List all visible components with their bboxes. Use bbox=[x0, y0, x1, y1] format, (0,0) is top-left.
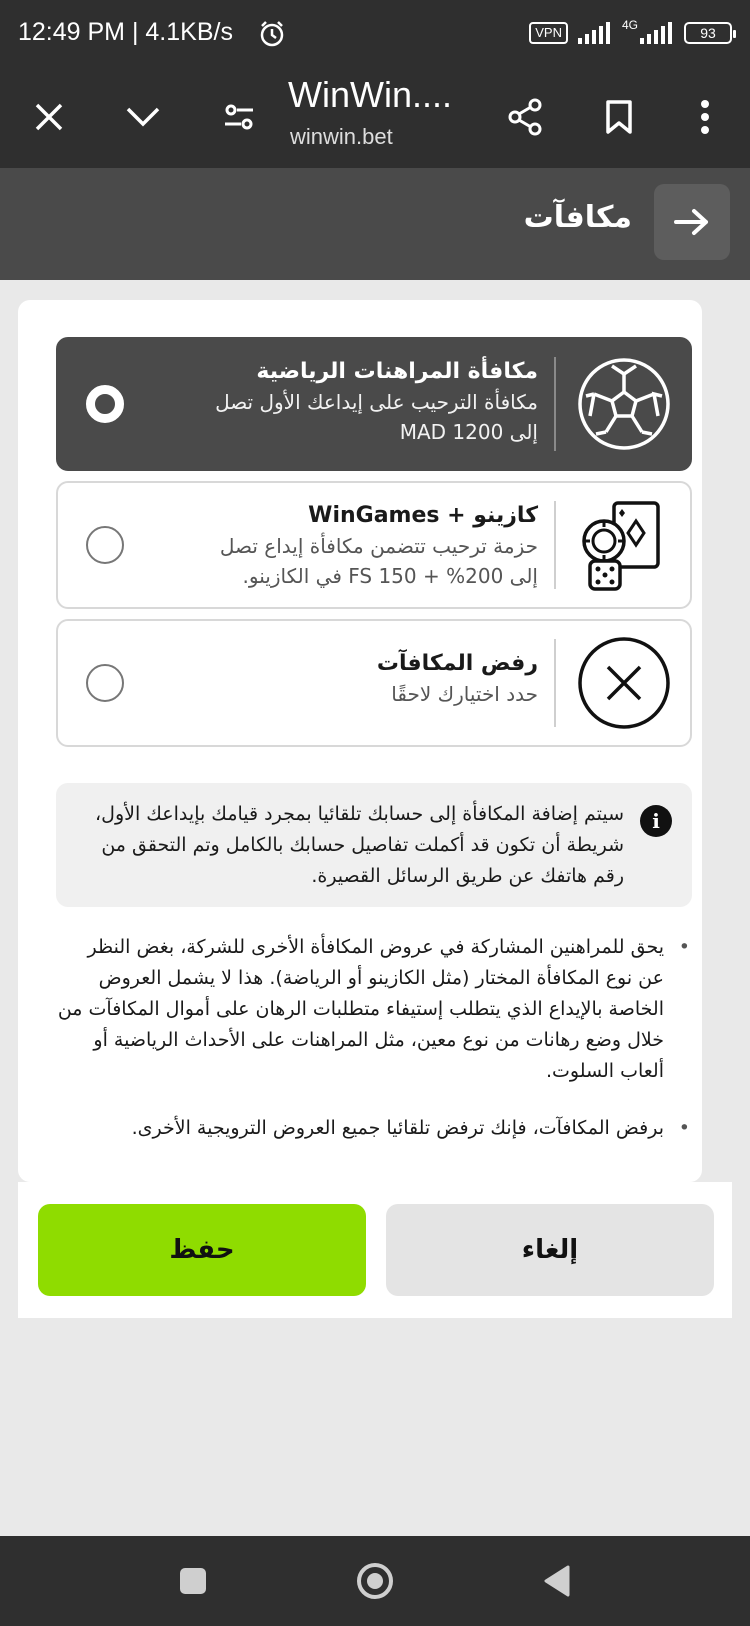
status-icons bbox=[529, 18, 732, 44]
share-icon[interactable] bbox=[500, 92, 550, 142]
option-description: حدد اختيارك لاحقًا bbox=[391, 682, 538, 706]
bullet-dot: • bbox=[678, 936, 690, 958]
option-text bbox=[188, 357, 538, 447]
option-divider bbox=[554, 357, 556, 451]
page-title: مكافآت bbox=[523, 200, 632, 235]
back-button[interactable] bbox=[654, 184, 730, 260]
list-item-text: يحق للمراهنين المشاركة في عروض المكافأة الأخرى للشركة، بغض النظر عن نوع المكافأة المختار (مثل الكازينو أو الرياضة). هذا لا يشمل العروض الخاصة بالإيداع الذي يتطلب إستيفاء متطلبات الرهان على أموال المكافآت من خلال وضع رهانات من نوع معين، مثل المراهنات على الأحداث الرياضية أو ألعاب السلوت. bbox=[57, 936, 664, 1082]
option-title: رفض المكافآت bbox=[376, 651, 538, 676]
signal-icon bbox=[578, 22, 612, 44]
arrow-right-icon bbox=[674, 208, 710, 236]
info-text: سيتم إضافة المكافأة إلى حسابك تلقائيا بمجرد قيامك بإيداعك الأول، شريطة أن تكون قد أكملت تفاصيل حسابك بالكامل وتم التحقق من رقم هاتفك عن طريق الرسائل القصيرة. bbox=[95, 803, 624, 887]
url-text[interactable]: winwin.bet bbox=[290, 124, 393, 149]
option-text bbox=[188, 501, 538, 591]
bookmark-icon[interactable] bbox=[594, 92, 644, 142]
bonus-card bbox=[18, 300, 702, 1182]
save-button[interactable]: حفظ bbox=[38, 1204, 366, 1296]
network-type: 4G bbox=[621, 18, 638, 32]
more-menu-icon[interactable] bbox=[680, 92, 730, 142]
home-icon[interactable] bbox=[352, 1558, 398, 1604]
bonus-option-sports[interactable] bbox=[56, 337, 692, 471]
option-title: كازينو + WinGames bbox=[308, 503, 538, 528]
bullet-dot: • bbox=[678, 1117, 690, 1139]
status-bar bbox=[0, 0, 750, 70]
terms-list bbox=[56, 932, 692, 1170]
list-item bbox=[56, 932, 692, 1087]
radio-sports-selected[interactable] bbox=[86, 385, 124, 423]
system-nav-bar bbox=[0, 1536, 750, 1626]
list-item bbox=[56, 1113, 692, 1144]
action-buttons bbox=[18, 1182, 732, 1318]
recents-icon[interactable] bbox=[170, 1558, 216, 1604]
option-divider bbox=[554, 501, 556, 589]
back-nav-icon[interactable] bbox=[534, 1558, 580, 1604]
option-description: مكافأة الترحيب على إيداعك الأول تصل إلى MAD 1200 bbox=[215, 390, 538, 444]
alarm-icon bbox=[258, 20, 286, 48]
cancel-button[interactable]: إلغاء bbox=[386, 1204, 714, 1296]
signal-4g-icon bbox=[640, 22, 674, 44]
list-item-text: برفض المكافآت، فإنك ترفض تلقائيا جميع العروض الترويجية الأخرى. bbox=[131, 1117, 664, 1139]
page-title-browser: WinWin.... bbox=[288, 74, 453, 115]
decline-x-icon bbox=[574, 633, 674, 733]
casino-icon bbox=[574, 495, 674, 595]
site-settings-icon[interactable] bbox=[214, 92, 264, 142]
browser-toolbar bbox=[0, 70, 750, 168]
chevron-down-icon[interactable] bbox=[118, 92, 168, 142]
bonus-option-decline[interactable] bbox=[56, 619, 692, 747]
bonus-option-casino[interactable] bbox=[56, 481, 692, 609]
vpn-badge: VPN bbox=[529, 22, 568, 44]
option-divider bbox=[554, 639, 556, 727]
soccer-ball-icon bbox=[574, 354, 674, 454]
radio-decline[interactable] bbox=[86, 664, 124, 702]
info-icon: i bbox=[640, 805, 672, 837]
status-time: 12:49 PM | 4.1KB/s bbox=[18, 18, 233, 46]
option-text bbox=[188, 649, 538, 709]
info-box bbox=[56, 783, 692, 907]
close-icon[interactable] bbox=[24, 92, 74, 142]
option-title: مكافأة المراهنات الرياضية bbox=[256, 359, 538, 384]
radio-casino[interactable] bbox=[86, 526, 124, 564]
battery-icon: 93 bbox=[684, 22, 732, 44]
page-header bbox=[0, 168, 750, 280]
option-description: حزمة ترحيب تتضمن مكافأة إيداع تصل إلى 200% + 150 FS في الكازينو. bbox=[219, 534, 538, 588]
